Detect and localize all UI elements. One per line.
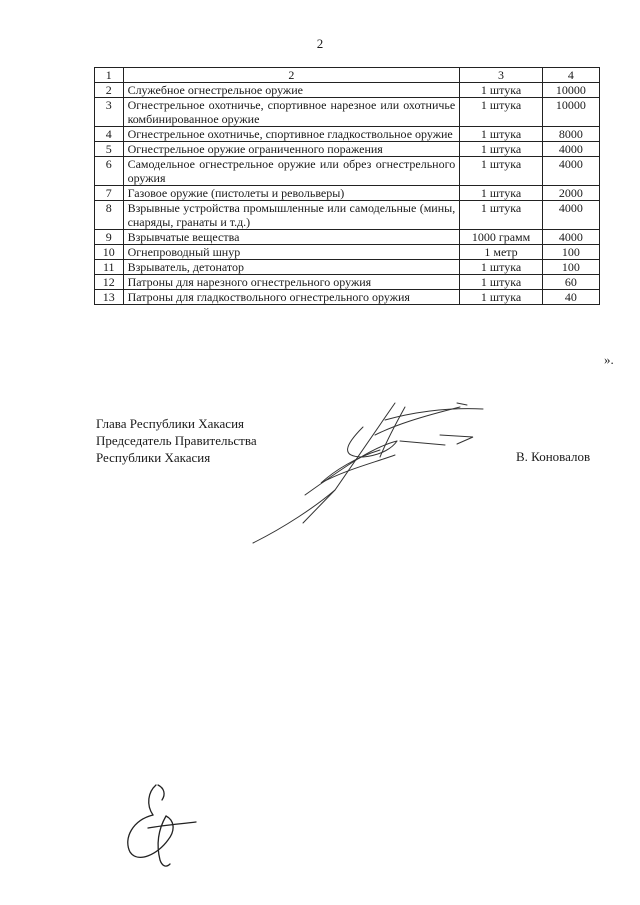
item-name: Взрывные устройства промышленные или самодельные (мины, снаряды, гранаты и т.д.) bbox=[123, 201, 460, 230]
table-row bbox=[95, 260, 600, 275]
table-row bbox=[95, 245, 600, 260]
item-unit: 1 штука bbox=[460, 127, 543, 142]
item-name: Огнестрельное оружие ограниченного поражения bbox=[123, 142, 460, 157]
closing-quote: ». bbox=[604, 352, 614, 367]
item-value: 10000 bbox=[542, 98, 599, 127]
item-unit: 1 метр bbox=[460, 245, 543, 260]
table-row bbox=[95, 127, 600, 142]
header-cell-2: 2 bbox=[123, 68, 460, 83]
table-row bbox=[95, 290, 600, 305]
item-unit: 1 штука bbox=[460, 98, 543, 127]
item-name: Взрыватель, детонатор bbox=[123, 260, 460, 275]
header-cell-4: 4 bbox=[542, 68, 599, 83]
item-name: Огнестрельное охотничье, спортивное гладкоствольное оружие bbox=[123, 127, 460, 142]
row-number: 12 bbox=[95, 275, 124, 290]
item-value: 40 bbox=[542, 290, 599, 305]
page-number: 2 bbox=[316, 36, 324, 51]
handwritten-initials bbox=[118, 780, 198, 870]
item-value: 4000 bbox=[542, 157, 599, 186]
table-row bbox=[95, 98, 600, 127]
item-unit: 1 штука bbox=[460, 157, 543, 186]
row-number: 5 bbox=[95, 142, 124, 157]
row-number: 3 bbox=[95, 98, 124, 127]
signatory-name: В. Коновалов bbox=[516, 449, 591, 464]
item-unit: 1 штука bbox=[460, 186, 543, 201]
item-value: 4000 bbox=[542, 142, 599, 157]
item-name: Служебное огнестрельное оружие bbox=[123, 83, 460, 98]
item-unit: 1 штука bbox=[460, 260, 543, 275]
signatory-title-line: Председатель Правительства bbox=[96, 433, 257, 448]
item-name: Патроны для гладкоствольного огнестрельного оружия bbox=[123, 290, 460, 305]
item-value: 10000 bbox=[542, 83, 599, 98]
item-name: Газовое оружие (пистолеты и револьверы) bbox=[123, 186, 460, 201]
item-value: 2000 bbox=[542, 186, 599, 201]
row-number: 2 bbox=[95, 83, 124, 98]
row-number: 6 bbox=[95, 157, 124, 186]
row-number: 13 bbox=[95, 290, 124, 305]
item-value: 100 bbox=[542, 245, 599, 260]
table-row bbox=[95, 230, 600, 245]
item-value: 4000 bbox=[542, 230, 599, 245]
table-row bbox=[95, 186, 600, 201]
item-value: 100 bbox=[542, 260, 599, 275]
row-number: 8 bbox=[95, 201, 124, 230]
table-header-row bbox=[95, 68, 600, 83]
handwritten-signature bbox=[245, 395, 495, 545]
item-name: Огнестрельное охотничье, спортивное нарезное или охотничье комбинированное оружие bbox=[123, 98, 460, 127]
table-row bbox=[95, 142, 600, 157]
row-number: 4 bbox=[95, 127, 124, 142]
item-unit: 1 штука bbox=[460, 275, 543, 290]
item-unit: 1 штука bbox=[460, 142, 543, 157]
item-unit: 1000 грамм bbox=[460, 230, 543, 245]
table-row bbox=[95, 275, 600, 290]
weapons-reward-table bbox=[94, 67, 600, 305]
item-name: Патроны для нарезного огнестрельного оружия bbox=[123, 275, 460, 290]
item-name: Самодельное огнестрельное оружие или обрез огнестрельного оружия bbox=[123, 157, 460, 186]
row-number: 9 bbox=[95, 230, 124, 245]
item-value: 8000 bbox=[542, 127, 599, 142]
signatory-title-line: Республики Хакасия bbox=[96, 450, 211, 465]
table-row bbox=[95, 83, 600, 98]
item-value: 60 bbox=[542, 275, 599, 290]
item-unit: 1 штука bbox=[460, 83, 543, 98]
row-number: 11 bbox=[95, 260, 124, 275]
item-unit: 1 штука bbox=[460, 201, 543, 230]
signatory-title-line: Глава Республики Хакасия bbox=[96, 416, 245, 431]
signatory-title-block bbox=[96, 415, 257, 466]
item-value: 4000 bbox=[542, 201, 599, 230]
header-cell-3: 3 bbox=[460, 68, 543, 83]
item-name: Огнепроводный шнур bbox=[123, 245, 460, 260]
table-row bbox=[95, 201, 600, 230]
item-unit: 1 штука bbox=[460, 290, 543, 305]
table-row bbox=[95, 157, 600, 186]
row-number: 7 bbox=[95, 186, 124, 201]
row-number: 10 bbox=[95, 245, 124, 260]
item-name: Взрывчатые вещества bbox=[123, 230, 460, 245]
header-cell-1: 1 bbox=[95, 68, 124, 83]
